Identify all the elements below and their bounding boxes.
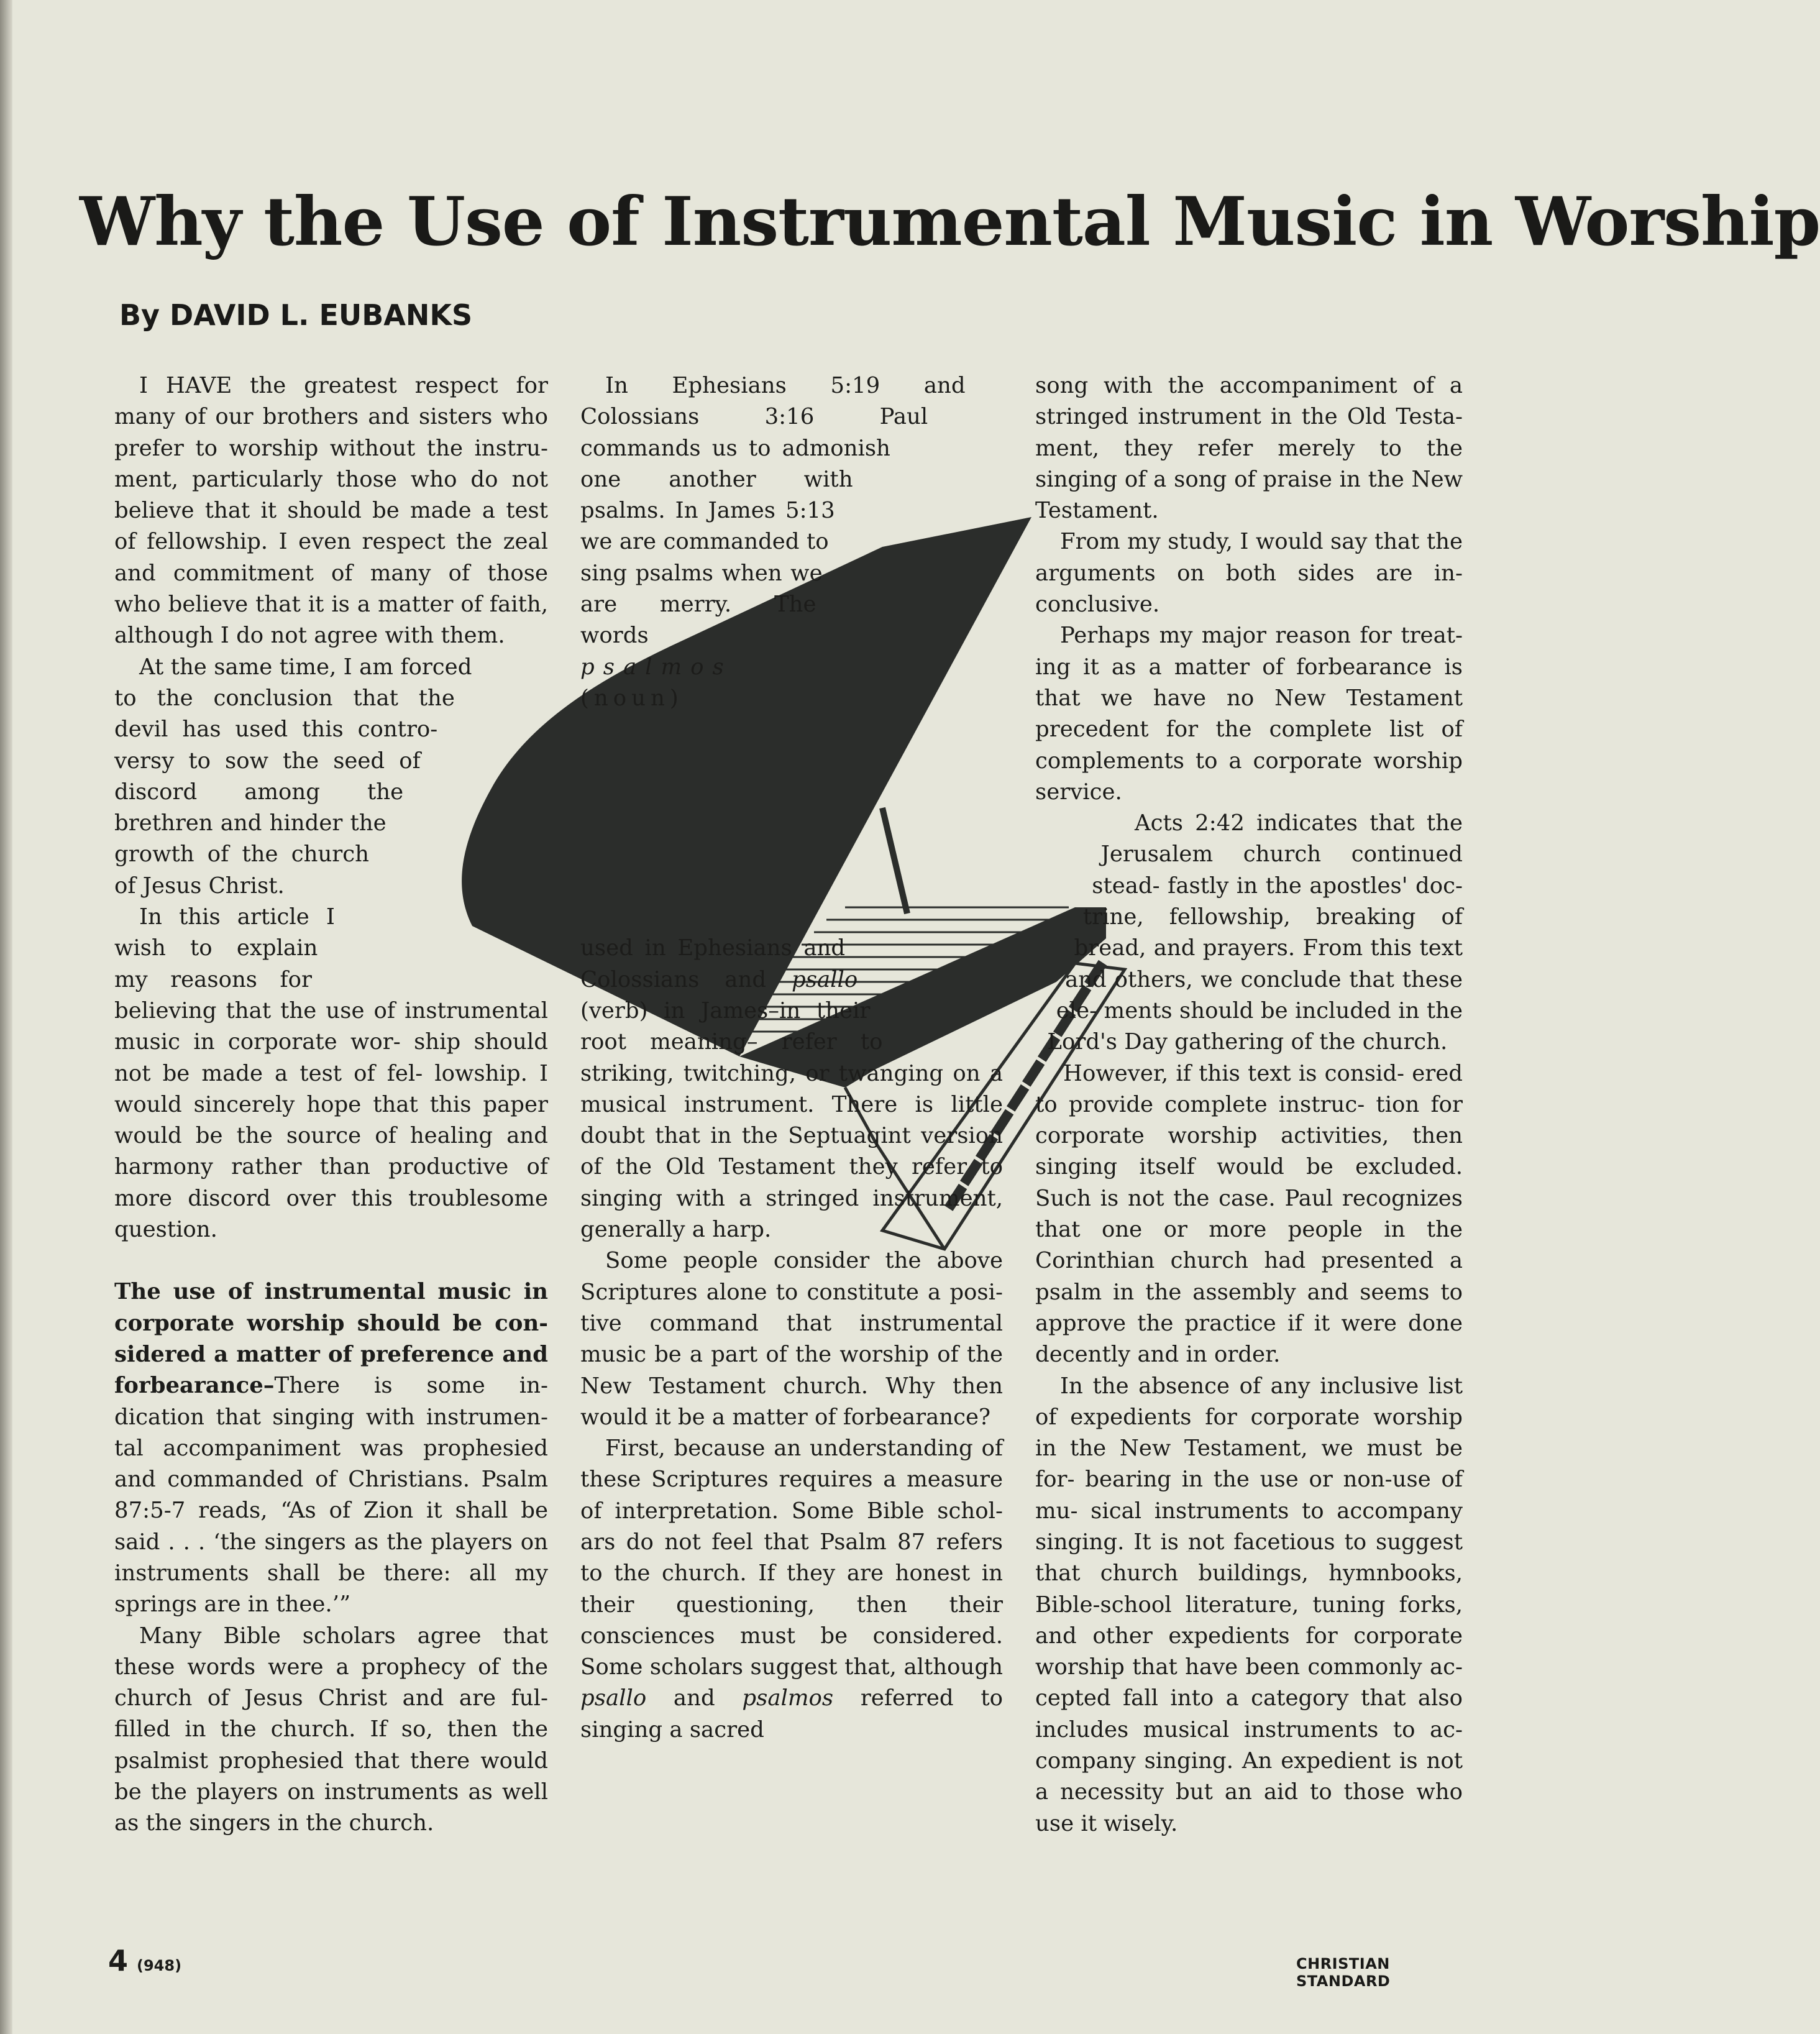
- page-number: 4: [108, 1944, 129, 1977]
- column-1: [114, 370, 548, 1839]
- col1-paragraph-5: Many Bible scholars agree that these words were a prophecy of the church of Jesus Christ and are ful- filled in the church. If so, then the psalmist prophesied that there would be the players on instruments as well as the singers in the church.: [114, 1623, 548, 1836]
- col3-paragraph-6: In the absence of any inclusive list of expedients for corporate worship in the New Testament, we must be for- bearing in the use or non-use of mu- sical instruments to accompany singing. It is not facetious to suggest that church buildings, hymnbooks, Bible-school literature, tuning forks, and other expedients for corporate worship that have been commonly ac- cepted fall into a category that also includes musical instruments to ac- company singing. An expedient is not a necessity but an aid to those who use it wisely.: [1035, 1373, 1463, 1836]
- col1-paragraph-3: In this article I wish to explain my reasons for believing that the use of instrumental music in corporate wor- ship should not be made a test of fel- lowship. I would sincerely hope that this paper would be the source of healing and harmony rather than productive of more discord over this troublesome question.: [114, 904, 548, 1243]
- col2-paragraph-2: Some people consider the above Scriptures alone to constitute a posi- tive command that instrumental music be a part of the worship of the New Testament church. Why then would it be a matter of forbearance?: [580, 1248, 1003, 1430]
- column-2: [580, 370, 1003, 1746]
- col3-paragraph-4: Acts 2:42 indicates that the Jerusalem church continued stead- fastly in the apostles' doc- trine, fellowship, breaking of bread, and prayers. From this text and others, we conclude that these ele- ments should be included in the Lord's Day gathering of the church.: [1047, 810, 1463, 1055]
- page-edge-shadow: [0, 0, 12, 2034]
- col1-paragraph-2: At the same time, I am forced to the conclusion that the devil has used this contro- versy to sow the seed of discord among the brethren and hinder the growth of the church of Jesus Christ.: [114, 654, 472, 899]
- col3-paragraph-3: Perhaps my major reason for treat- ing it as a matter of forbearance is that we have no New Testament precedent for the complete list of complements to a corporate worship service.: [1035, 623, 1463, 805]
- byline: By DAVID L. EUBANKS: [119, 298, 473, 332]
- col3-paragraph-1: song with the accompaniment of a stringed instrument in the Old Testa- ment, they refer merely to the singing of a song of praise in the New Testament.: [1035, 373, 1463, 524]
- col1-paragraph-4: The use of instrumental music in corporate worship should be con- sidered a matter of preference and forbearance–There is some in- dication that singing with instrumen- tal accompaniment was prophesied and commanded of Christians. Psalm 87:5-7 reads, “As of Zion it shall be said . . . ‘the singers as the players on instruments shall be there: all my springs are in thee.’”: [114, 1279, 548, 1618]
- running-page-number: (948): [137, 1957, 182, 1974]
- col3-paragraph-5: However, if this text is consid- ered to provide complete instruc- tion for corporate worship activities, then singing itself would be excluded. Such is not the case. Paul recognizes that one or more people in the Corinthian church had presented a psalm in the assembly and seems to approve the practice if it were done decently and in order.: [1035, 1060, 1463, 1368]
- col2-paragraph-3: First, because an understanding of these Scriptures requires a measure of interpretation. Some Bible schol- ars do not feel that Psalm 87 refers to the church. If they are honest in their questioning, then their consciences must be considered. Some scholars suggest that, although psallo and psalmos referred to singing a sacred: [580, 1436, 1003, 1743]
- col2-paragraph-1: In Ephesians 5:19 and Colossians 3:16 Paul commands us to admonish one another with psalms. In James 5:13 we are commanded to sing psalms when we are merry. The words psalmos (noun) used in Ephesians and Colossians and psallo (verb) in James–in their root meaning– refer to striking, twitching, or twanging on a musical instrument. There is little doubt that in the Septuagint version of the Old Testament they refer to singing with a stringed instrument, generally a harp.: [580, 373, 1003, 1243]
- column-3: [1035, 370, 1463, 1839]
- col3-paragraph-2: From my study, I would say that the arguments on both sides are in- conclusive.: [1035, 529, 1463, 618]
- page-folio: [108, 1944, 181, 1981]
- section-subhead: The use of instrumental music in corporate worship should be con- sidered a matter of preference and forbearance–: [114, 1279, 548, 1399]
- col1-paragraph-1: I HAVE the greatest respect for many of our brothers and sisters who prefer to worship without the instru- ment, particularly those who do not believe that it should be made a test of fellowship. I even respect the zeal and commitment of many of those who believe that it is a matter of faith, although I do not agree with them.: [114, 373, 548, 649]
- publication-name: CHRISTIAN STANDARD: [1296, 1955, 1391, 1990]
- article-title: Why the Use of Instrumental Music in Worship: [80, 183, 1820, 261]
